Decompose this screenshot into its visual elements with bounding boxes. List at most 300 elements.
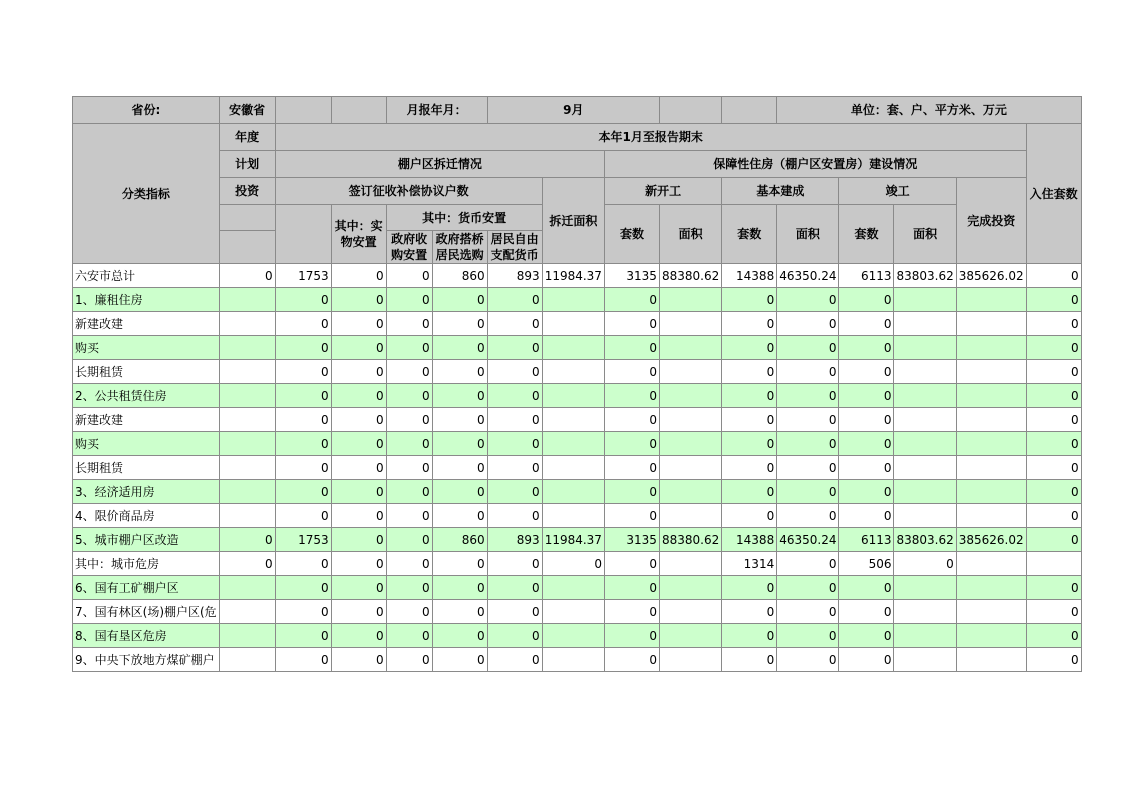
monetary-header: 其中：货币安置 [386,205,542,231]
table-cell [894,360,956,384]
table-cell: 0 [331,528,386,552]
table-cell: 1314 [722,552,777,576]
table-row [73,288,1082,312]
table-cell: 0 [722,576,777,600]
table-cell: 0 [1026,360,1081,384]
table-row [73,648,1082,672]
basic-construction-header: 基本建成 [722,178,839,205]
table-cell: 0 [1026,600,1081,624]
table-cell: 0 [275,408,331,432]
table-cell: 83803.62 [894,264,956,288]
table-cell [659,600,721,624]
table-cell [894,384,956,408]
table-cell [219,288,275,312]
table-cell: 0 [1026,336,1081,360]
table-cell: 0 [722,456,777,480]
investment-header: 投资 [219,178,275,205]
table-cell: 83803.62 [894,528,956,552]
table-cell: 0 [386,384,432,408]
table-cell: 893 [487,528,542,552]
table-cell: 0 [432,624,487,648]
table-cell: 0 [1026,576,1081,600]
table-cell: 0 [275,360,331,384]
table-cell: 0 [604,408,659,432]
table-row [73,432,1082,456]
table-cell: 0 [432,456,487,480]
table-cell: 0 [331,576,386,600]
table-cell: 0 [331,624,386,648]
housing-report-table [72,96,1082,672]
table-cell: 0 [275,576,331,600]
table-cell: 6113 [839,264,894,288]
table-cell: 0 [894,552,956,576]
table-cell [894,336,956,360]
table-cell: 0 [777,288,839,312]
table-cell: 11984.37 [542,528,604,552]
table-cell: 0 [331,432,386,456]
table-cell: 0 [331,408,386,432]
table-cell: 0 [722,360,777,384]
basic-units-header: 套数 [722,205,777,264]
table-cell: 0 [331,600,386,624]
table-cell: 0 [839,576,894,600]
table-cell: 0 [839,312,894,336]
table-cell: 0 [386,408,432,432]
table-cell: 506 [839,552,894,576]
table-cell: 0 [432,288,487,312]
table-cell: 0 [386,504,432,528]
table-cell: 0 [275,312,331,336]
table-cell: 0 [1026,264,1081,288]
table-cell: 0 [487,552,542,576]
table-cell [542,624,604,648]
table-cell: 0 [604,312,659,336]
table-cell: 0 [777,312,839,336]
table-cell: 0 [331,552,386,576]
table-cell [542,480,604,504]
table-cell: 0 [777,624,839,648]
report-month-label: 月报年月： [386,97,487,124]
table-cell: 0 [1026,456,1081,480]
demolition-header: 棚户区拆迁情况 [275,151,604,178]
table-cell: 0 [604,624,659,648]
table-cell: 0 [839,480,894,504]
table-cell: 0 [432,480,487,504]
table-cell: 0 [331,312,386,336]
table-cell: 0 [487,576,542,600]
table-cell: 0 [386,552,432,576]
table-cell: 0 [386,648,432,672]
table-cell: 0 [386,528,432,552]
table-cell: 0 [432,384,487,408]
table-cell [956,576,1026,600]
table-cell: 0 [219,552,275,576]
table-cell [956,624,1026,648]
table-cell [542,288,604,312]
row-label: 新建改建 [73,312,220,336]
table-cell: 0 [604,384,659,408]
table-cell: 0 [604,336,659,360]
table-cell [894,456,956,480]
table-cell: 0 [777,456,839,480]
table-row [73,264,1082,288]
row-label: 长期租赁 [73,456,220,480]
table-cell: 0 [604,456,659,480]
table-cell: 3135 [604,528,659,552]
table-cell: 6113 [839,528,894,552]
table-cell [956,480,1026,504]
table-cell [542,384,604,408]
table-cell: 0 [386,336,432,360]
table-cell [894,504,956,528]
unit-label: 单位：套、户、平方米、万元 [777,97,1081,124]
row-label: 5、城市棚户区改造 [73,528,220,552]
in-kind-header: 其中：实物安置 [331,205,386,264]
table-cell: 0 [604,648,659,672]
table-cell [542,336,604,360]
table-cell [659,456,721,480]
row-label: 7、国有林区(场)棚户区(危 [73,600,220,624]
table-row [73,408,1082,432]
table-cell [542,432,604,456]
table-row [73,600,1082,624]
table-cell: 0 [604,432,659,456]
table-row [73,456,1082,480]
table-cell: 0 [432,576,487,600]
table-cell: 0 [386,264,432,288]
table-cell: 0 [604,576,659,600]
table-cell [894,312,956,336]
table-cell: 0 [604,360,659,384]
completed-units-header: 套数 [839,205,894,264]
table-row [73,624,1082,648]
table-cell: 0 [722,384,777,408]
table-cell [219,504,275,528]
table-row [73,576,1082,600]
table-cell: 0 [487,456,542,480]
table-cell [659,336,721,360]
table-cell [542,360,604,384]
table-cell: 0 [432,552,487,576]
table-cell: 0 [386,456,432,480]
table-cell [1026,552,1081,576]
table-cell: 0 [386,360,432,384]
new-start-area-header: 面积 [659,205,721,264]
table-cell: 0 [722,600,777,624]
table-cell: 0 [487,384,542,408]
table-cell [542,576,604,600]
table-cell: 0 [331,336,386,360]
table-cell [956,312,1026,336]
table-cell: 0 [331,264,386,288]
table-cell [659,648,721,672]
row-label: 购买 [73,432,220,456]
table-cell: 0 [386,600,432,624]
table-cell [956,360,1026,384]
table-cell [542,312,604,336]
table-cell [659,504,721,528]
plan-header: 计划 [219,151,275,178]
table-cell: 0 [432,336,487,360]
table-cell [956,384,1026,408]
table-cell: 0 [777,384,839,408]
gov-match-header: 政府搭桥居民选购 [432,231,487,264]
table-cell: 0 [331,288,386,312]
table-cell: 0 [1026,480,1081,504]
table-cell: 0 [777,360,839,384]
table-cell: 0 [722,504,777,528]
table-cell: 0 [839,384,894,408]
table-cell [219,456,275,480]
table-cell: 0 [331,504,386,528]
table-cell: 0 [839,408,894,432]
table-cell: 0 [722,648,777,672]
table-cell: 0 [487,648,542,672]
table-cell [659,360,721,384]
table-cell: 0 [777,576,839,600]
table-cell: 0 [839,504,894,528]
table-cell [219,648,275,672]
table-cell: 0 [1026,432,1081,456]
table-cell: 0 [275,336,331,360]
row-label: 6、国有工矿棚户区 [73,576,220,600]
table-cell: 0 [777,408,839,432]
completed-investment-header: 完成投资 [956,178,1026,264]
table-cell [894,432,956,456]
table-cell: 0 [331,384,386,408]
table-cell: 0 [1026,648,1081,672]
table-cell: 0 [219,264,275,288]
new-start-header: 新开工 [604,178,721,205]
table-cell: 0 [1026,384,1081,408]
table-cell [219,360,275,384]
table-cell [219,312,275,336]
table-cell [894,576,956,600]
table-cell: 860 [432,528,487,552]
table-cell: 0 [604,480,659,504]
table-cell: 0 [275,624,331,648]
table-row [73,552,1082,576]
table-cell: 11984.37 [542,264,604,288]
table-cell: 0 [386,432,432,456]
completed-header: 竣工 [839,178,956,205]
table-cell: 0 [219,528,275,552]
table-cell: 46350.24 [777,528,839,552]
completed-area-header: 面积 [894,205,956,264]
table-cell [219,432,275,456]
signed-households-header: 签订征收补偿协议户数 [275,178,542,205]
table-cell [219,408,275,432]
table-row [73,360,1082,384]
table-cell: 0 [777,600,839,624]
table-cell: 0 [487,360,542,384]
table-cell [894,648,956,672]
table-cell: 0 [722,480,777,504]
table-cell: 46350.24 [777,264,839,288]
table-cell [219,624,275,648]
table-cell: 0 [839,336,894,360]
table-row [73,384,1082,408]
table-cell: 0 [839,624,894,648]
year-header: 年度 [219,124,275,151]
table-cell: 0 [604,288,659,312]
table-cell: 0 [487,408,542,432]
table-cell: 0 [1026,528,1081,552]
table-cell [956,600,1026,624]
table-cell [659,432,721,456]
province-label: 省份: [73,97,220,124]
table-cell [894,600,956,624]
table-cell: 14388 [722,528,777,552]
table-cell: 0 [777,504,839,528]
table-cell: 0 [1026,312,1081,336]
new-start-units-header: 套数 [604,205,659,264]
table-cell [659,624,721,648]
table-cell: 0 [275,384,331,408]
table-cell [542,504,604,528]
table-cell: 893 [487,264,542,288]
table-cell [894,288,956,312]
table-cell [659,576,721,600]
row-label: 2、公共租赁住房 [73,384,220,408]
moved-in-header: 入住套数 [1026,124,1081,264]
table-cell [894,624,956,648]
table-cell: 0 [275,504,331,528]
self-pay-header: 居民自由支配货币 [487,231,542,264]
row-label: 新建改建 [73,408,220,432]
table-cell: 0 [386,288,432,312]
table-cell [659,384,721,408]
table-cell [659,408,721,432]
table-cell [542,648,604,672]
table-cell: 0 [777,648,839,672]
table-cell: 0 [542,552,604,576]
table-cell [956,456,1026,480]
housing-header: 保障性住房（棚户区安置房）建设情况 [604,151,1026,178]
table-cell [542,456,604,480]
table-cell [542,408,604,432]
table-cell: 0 [331,360,386,384]
table-cell: 0 [331,456,386,480]
table-cell [659,480,721,504]
table-cell: 0 [432,432,487,456]
table-cell: 88380.62 [659,528,721,552]
table-cell: 1753 [275,528,331,552]
table-cell: 0 [432,360,487,384]
table-cell [659,312,721,336]
table-cell [219,336,275,360]
table-cell: 0 [487,288,542,312]
table-cell: 0 [487,480,542,504]
table-row [73,480,1082,504]
table-cell: 0 [331,648,386,672]
row-label: 4、限价商品房 [73,504,220,528]
table-cell: 0 [275,552,331,576]
table-cell [956,288,1026,312]
table-cell: 0 [604,600,659,624]
category-header: 分类指标 [73,124,220,264]
table-cell: 0 [432,600,487,624]
table-cell: 0 [839,360,894,384]
table-cell: 860 [432,264,487,288]
table-cell: 0 [386,576,432,600]
table-cell [219,600,275,624]
table-cell: 0 [432,408,487,432]
table-cell: 0 [275,600,331,624]
table-cell: 0 [1026,504,1081,528]
table-cell: 0 [604,552,659,576]
table-cell: 0 [1026,288,1081,312]
table-cell: 0 [777,480,839,504]
table-cell: 0 [722,288,777,312]
row-label: 六安市总计 [73,264,220,288]
table-cell: 0 [839,288,894,312]
table-cell [956,648,1026,672]
table-cell: 0 [275,456,331,480]
table-cell: 0 [777,336,839,360]
demolition-area-header: 拆迁面积 [542,178,604,264]
table-cell: 0 [432,312,487,336]
table-cell: 0 [1026,408,1081,432]
table-cell [219,384,275,408]
table-cell: 0 [604,504,659,528]
table-cell: 0 [275,648,331,672]
table-cell: 0 [487,336,542,360]
row-label: 1、廉租住房 [73,288,220,312]
province-value: 安徽省 [219,97,275,124]
table-cell [956,408,1026,432]
table-cell: 0 [487,624,542,648]
table-cell: 14388 [722,264,777,288]
table-cell: 385626.02 [956,264,1026,288]
report-month-value: 9月 [487,97,659,124]
table-cell: 0 [839,648,894,672]
row-label: 9、中央下放地方煤矿棚户 [73,648,220,672]
table-cell: 0 [487,312,542,336]
row-label: 其中：城市危房 [73,552,220,576]
table-cell [894,480,956,504]
table-cell [956,336,1026,360]
table-cell: 0 [386,312,432,336]
table-cell: 3135 [604,264,659,288]
table-cell [219,480,275,504]
table-cell: 0 [839,600,894,624]
gov-purchase-header: 政府收购安置 [386,231,432,264]
row-label: 长期租赁 [73,360,220,384]
table-row [73,312,1082,336]
table-cell: 0 [722,312,777,336]
table-cell: 0 [275,288,331,312]
table-cell: 0 [777,552,839,576]
basic-area-header: 面积 [777,205,839,264]
table-cell: 0 [777,432,839,456]
table-cell: 0 [839,456,894,480]
table-cell [894,408,956,432]
table-row [73,336,1082,360]
table-cell: 385626.02 [956,528,1026,552]
table-cell: 0 [432,504,487,528]
table-cell: 0 [722,336,777,360]
table-cell: 0 [386,480,432,504]
table-cell [956,432,1026,456]
table-cell: 88380.62 [659,264,721,288]
table-cell: 0 [487,600,542,624]
table-cell: 0 [487,504,542,528]
table-cell: 0 [722,624,777,648]
period-header: 本年1月至报告期末 [275,124,1026,151]
table-row [73,504,1082,528]
table-cell: 0 [432,648,487,672]
